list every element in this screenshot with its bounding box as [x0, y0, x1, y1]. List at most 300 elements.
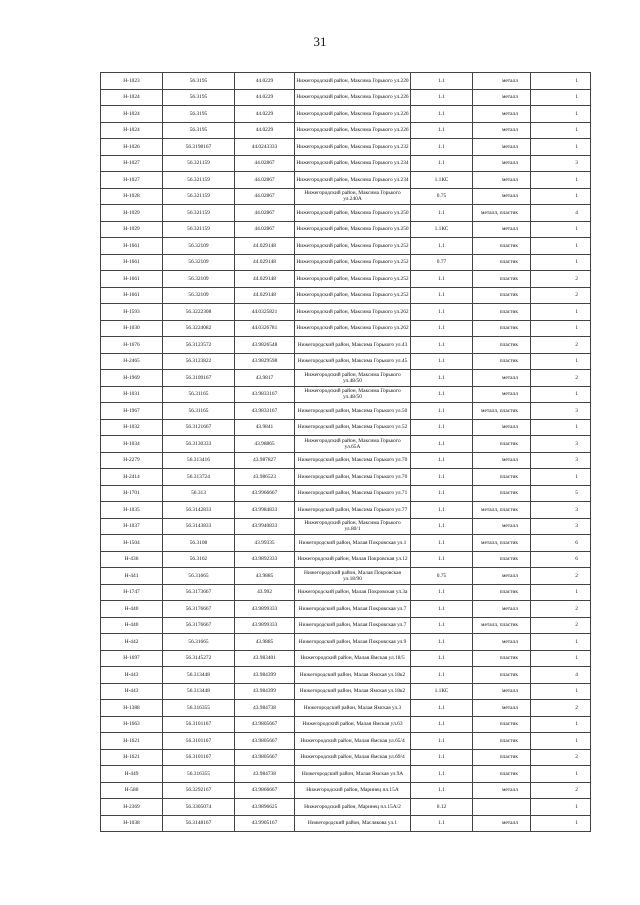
cell-id: Н-1024: [101, 89, 163, 106]
cell-count: 1: [531, 634, 591, 651]
cell-count: 2: [531, 617, 591, 634]
cell-id: Н-1661: [101, 238, 163, 255]
cell-count: 1: [531, 73, 591, 90]
cell-lat: 56.3162: [163, 551, 235, 568]
table-row: [101, 667, 591, 684]
cell-lat: 56.313448: [163, 683, 235, 700]
table-row: [101, 271, 591, 288]
cell-volume: 1.1: [411, 815, 473, 832]
cell-address: Нижегородский район, Малая Ямская ул.18/5: [295, 650, 411, 667]
cell-id: Н-1029: [101, 221, 163, 238]
cell-lon: 43.9984833: [235, 502, 295, 519]
cell-material: металл: [473, 106, 531, 123]
cell-lat: 56.3224082: [163, 320, 235, 337]
cell-volume: 1.1: [411, 271, 473, 288]
cell-volume: 1.1: [411, 89, 473, 106]
cell-count: 1: [531, 353, 591, 370]
cell-volume: 1.1: [411, 320, 473, 337]
cell-address: Нижегородский район, Максима Горького ул.226: [295, 122, 411, 139]
cell-count: 4: [531, 205, 591, 222]
cell-material: металл: [473, 700, 531, 717]
cell-volume: 1.1: [411, 782, 473, 799]
cell-volume: 1.1: [411, 502, 473, 519]
cell-lat: 56.3176667: [163, 601, 235, 618]
table-row: [101, 716, 591, 733]
cell-lon: 43.9896625: [235, 799, 295, 816]
cell-address: Нижегородский район, Малая Покровская ул.7: [295, 601, 411, 618]
cell-count: 4: [531, 667, 591, 684]
cell-id: Н-1029: [101, 205, 163, 222]
cell-id: Н-1969: [101, 370, 163, 387]
cell-address: Нижегородский район, Максима Горького ул.252: [295, 254, 411, 271]
cell-id: Н-1967: [101, 403, 163, 420]
cell-material: пластик: [473, 353, 531, 370]
cell-lat: 56.3195: [163, 73, 235, 90]
cell-count: 1: [531, 799, 591, 816]
cell-id: Н-1023: [101, 73, 163, 90]
cell-id: Н-440: [101, 601, 163, 618]
cell-count: 1: [531, 188, 591, 205]
cell-count: 3: [531, 436, 591, 453]
cell-material: металл: [473, 188, 531, 205]
cell-address: Нижегородский район, Максима Горького ул.226: [295, 106, 411, 123]
table-row: [101, 568, 591, 585]
cell-lon: 43.984399: [235, 667, 295, 684]
cell-address: Нижегородский район, Максима Горького ул.48/50: [295, 386, 411, 403]
cell-material: металл: [473, 89, 531, 106]
cell-count: 6: [531, 551, 591, 568]
cell-material: пластик: [473, 337, 531, 354]
cell-volume: 1.1: [411, 304, 473, 321]
cell-volume: 1.1: [411, 205, 473, 222]
cell-volume: 1.1: [411, 73, 473, 90]
cell-material: металл: [473, 568, 531, 585]
table-row: [101, 370, 591, 387]
cell-id: Н-440: [101, 617, 163, 634]
cell-address: Нижегородский район, Максима Горького ул.234: [295, 172, 411, 189]
cell-material: металл: [473, 634, 531, 651]
cell-lat: 56.3123822: [163, 353, 235, 370]
cell-lat: 56.3176667: [163, 617, 235, 634]
cell-lon: 44.02867: [235, 188, 295, 205]
cell-count: 1: [531, 320, 591, 337]
cell-id: Н-1676: [101, 337, 163, 354]
cell-lat: 56.3142833: [163, 502, 235, 519]
cell-material: пластик: [473, 469, 531, 486]
cell-count: 1: [531, 238, 591, 255]
cell-count: 1: [531, 419, 591, 436]
cell-count: 5: [531, 485, 591, 502]
cell-count: 2: [531, 601, 591, 618]
cell-address: Нижегородский район, Малая Покровская ул.12: [295, 551, 411, 568]
cell-lat: 56.3109167: [163, 370, 235, 387]
cell-address: Нижегородский район, Малая Покровская ул.7: [295, 617, 411, 634]
cell-id: Н-1661: [101, 287, 163, 304]
cell-lon: 43.9829598: [235, 353, 295, 370]
cell-material: металл: [473, 518, 531, 535]
cell-volume: 1.1: [411, 238, 473, 255]
cell-count: 1: [531, 221, 591, 238]
cell-count: 1: [531, 254, 591, 271]
cell-id: Н-1661: [101, 271, 163, 288]
cell-volume: 1.1: [411, 452, 473, 469]
cell-address: Нижегородский район, Максима Горького ул.250: [295, 205, 411, 222]
cell-count: 1: [531, 584, 591, 601]
table-row: [101, 188, 591, 205]
table-row: [101, 683, 591, 700]
cell-lon: 43.9805667: [235, 716, 295, 733]
cell-count: 1: [531, 469, 591, 486]
cell-material: металл: [473, 452, 531, 469]
cell-lat: 56.3195: [163, 122, 235, 139]
cell-lat: 56.31665: [163, 634, 235, 651]
cell-volume: 1.1: [411, 436, 473, 453]
cell-address: Нижегородский район, Малая Ямская ул.9А: [295, 766, 411, 783]
cell-volume: 1.1: [411, 601, 473, 618]
cell-lon: 44.0326781: [235, 320, 295, 337]
cell-id: Н-1593: [101, 304, 163, 321]
cell-material: металл: [473, 172, 531, 189]
cell-count: 2: [531, 337, 591, 354]
table-row: [101, 584, 591, 601]
cell-material: металл: [473, 386, 531, 403]
cell-id: Н-1027: [101, 155, 163, 172]
cell-id: Н-1028: [101, 188, 163, 205]
cell-volume: 0.75: [411, 188, 473, 205]
cell-count: 1: [531, 122, 591, 139]
cell-lon: 43.98865: [235, 436, 295, 453]
table-row: [101, 172, 591, 189]
cell-id: Н-436: [101, 551, 163, 568]
cell-material: [473, 799, 531, 816]
cell-material: пластик: [473, 551, 531, 568]
table-row: [101, 436, 591, 453]
cell-lon: 44.0229: [235, 122, 295, 139]
cell-count: 1: [531, 650, 591, 667]
cell-material: металл: [473, 782, 531, 799]
cell-volume: 1.1: [411, 370, 473, 387]
cell-volume: 1.1: [411, 634, 473, 651]
cell-lon: 43.9899333: [235, 617, 295, 634]
cell-material: металл, пластик: [473, 502, 531, 519]
cell-id: Н-1024: [101, 106, 163, 123]
cell-id: Н-441: [101, 568, 163, 585]
cell-lon: 44.0325821: [235, 304, 295, 321]
cell-material: пластик: [473, 650, 531, 667]
cell-volume: 1.1: [411, 551, 473, 568]
table-row: [101, 254, 591, 271]
cell-address: Нижегородский район, Малая Ямская ул.63: [295, 716, 411, 733]
cell-address: Нижегородский район, Малая Ямская ул.18к2: [295, 667, 411, 684]
cell-volume: 0.12: [411, 799, 473, 816]
cell-lat: 56.32109: [163, 271, 235, 288]
cell-lon: 44.02867: [235, 155, 295, 172]
registry-table: [100, 72, 591, 832]
cell-lat: 56.31165: [163, 403, 235, 420]
cell-address: Нижегородский район, Максима Горького ул.262: [295, 304, 411, 321]
table-row: [101, 106, 591, 123]
cell-address: Нижегородский район, Маринец пл.15А/2: [295, 799, 411, 816]
cell-lat: 56.313724: [163, 469, 235, 486]
cell-count: 3: [531, 502, 591, 519]
table-row: [101, 287, 591, 304]
cell-address: Нижегородский район, Малая Покровская ул.1: [295, 535, 411, 552]
table-row: [101, 89, 591, 106]
cell-lon: 43.9805667: [235, 749, 295, 766]
cell-address: Нижегородский район, Максима Горького ул.45: [295, 353, 411, 370]
cell-material: пластик: [473, 584, 531, 601]
cell-lat: 56.3195: [163, 89, 235, 106]
cell-lat: 56.3292167: [163, 782, 235, 799]
cell-lon: 44.0229: [235, 89, 295, 106]
cell-volume: 1.1: [411, 106, 473, 123]
cell-id: Н-2369: [101, 799, 163, 816]
cell-count: 3: [531, 403, 591, 420]
cell-id: Н-1032: [101, 419, 163, 436]
cell-material: металл: [473, 139, 531, 156]
cell-lat: 56.316355: [163, 700, 235, 717]
cell-address: Нижегородский район, Максима Горького ул.226: [295, 89, 411, 106]
cell-address: Нижегородский район, Максима Горького ул.234: [295, 155, 411, 172]
cell-material: пластик: [473, 733, 531, 750]
cell-volume: 1.1: [411, 337, 473, 354]
cell-id: Н-1026: [101, 139, 163, 156]
cell-id: Н-1034: [101, 436, 163, 453]
cell-address: Нижегородский район, Максима Горького ул.43: [295, 337, 411, 354]
cell-volume: 1.1: [411, 535, 473, 552]
cell-volume: 1.1: [411, 518, 473, 535]
cell-lon: 44.0243333: [235, 139, 295, 156]
table-row: [101, 238, 591, 255]
cell-lon: 43.9833167: [235, 403, 295, 420]
cell-lat: 56.3101167: [163, 733, 235, 750]
cell-material: пластик: [473, 716, 531, 733]
cell-count: 2: [531, 287, 591, 304]
cell-volume: 1.1: [411, 155, 473, 172]
cell-lat: 56.31165: [163, 386, 235, 403]
table-row: [101, 551, 591, 568]
cell-lat: 56.3130333: [163, 436, 235, 453]
cell-count: 3: [531, 155, 591, 172]
table-row: [101, 799, 591, 816]
cell-id: Н-1697: [101, 650, 163, 667]
cell-lat: 56.3145272: [163, 650, 235, 667]
table-row: [101, 403, 591, 420]
table-row: [101, 155, 591, 172]
cell-material: металл: [473, 155, 531, 172]
cell-lat: 56.3143833: [163, 518, 235, 535]
cell-lat: 56.3195: [163, 106, 235, 123]
table-row: [101, 337, 591, 354]
cell-count: 1: [531, 716, 591, 733]
cell-address: Нижегородский район, Максима Горького ул.250: [295, 221, 411, 238]
cell-material: металл, пластик: [473, 535, 531, 552]
table-row: [101, 815, 591, 832]
cell-address: Нижегородский район, Максима Горького ул.65А: [295, 436, 411, 453]
cell-lon: 43.987827: [235, 452, 295, 469]
cell-material: пластик: [473, 238, 531, 255]
cell-address: Нижегородский район, Максима Горького ул.52: [295, 419, 411, 436]
cell-volume: 1.1: [411, 766, 473, 783]
cell-id: Н-1663: [101, 716, 163, 733]
cell-material: металл: [473, 419, 531, 436]
cell-id: Н-1388: [101, 700, 163, 717]
cell-volume: 1.1: [411, 353, 473, 370]
cell-volume: 1.1: [411, 617, 473, 634]
cell-volume: 1.1: [411, 485, 473, 502]
cell-count: 2: [531, 370, 591, 387]
cell-address: Нижегородский район, Маринец пл.15А: [295, 782, 411, 799]
cell-volume: 1.1: [411, 700, 473, 717]
cell-id: Н-1035: [101, 502, 163, 519]
table-row: [101, 650, 591, 667]
cell-volume: 1.1: [411, 419, 473, 436]
cell-id: Н-580: [101, 782, 163, 799]
cell-material: металл: [473, 815, 531, 832]
cell-material: пластик: [473, 254, 531, 271]
cell-count: 2: [531, 700, 591, 717]
cell-material: пластик: [473, 436, 531, 453]
cell-id: Н-1038: [101, 815, 163, 832]
cell-material: пластик: [473, 287, 531, 304]
table-row: [101, 353, 591, 370]
cell-lat: 56.321159: [163, 205, 235, 222]
table-row: [101, 766, 591, 783]
cell-address: Нижегородский район, Максима Горького ул.262: [295, 320, 411, 337]
cell-lon: 43.9833167: [235, 386, 295, 403]
cell-lat: 56.321159: [163, 188, 235, 205]
cell-material: металл: [473, 221, 531, 238]
cell-address: Нижегородский район, Маслякова ул.1: [295, 815, 411, 832]
table-row: [101, 122, 591, 139]
cell-lon: 43.9826548: [235, 337, 295, 354]
cell-lon: 44.0229: [235, 73, 295, 90]
cell-lat: 56.3305074: [163, 799, 235, 816]
table-row: [101, 502, 591, 519]
cell-address: Нижегородский район, Максима Горького ул.80/1: [295, 518, 411, 535]
cell-id: Н-2279: [101, 452, 163, 469]
cell-count: 3: [531, 452, 591, 469]
cell-volume: 1.1: [411, 139, 473, 156]
cell-lon: 43.99335: [235, 535, 295, 552]
cell-address: Нижегородский район, Максима Горького ул.220: [295, 73, 411, 90]
cell-address: Нижегородский район, Максима Горького ул.252: [295, 287, 411, 304]
cell-volume: 1.1: [411, 469, 473, 486]
table-row: [101, 73, 591, 90]
cell-count: 6: [531, 535, 591, 552]
cell-volume: 0.77: [411, 254, 473, 271]
cell-lat: 56.3198167: [163, 139, 235, 156]
table-row: [101, 304, 591, 321]
cell-id: Н-1621: [101, 749, 163, 766]
cell-material: пластик: [473, 766, 531, 783]
cell-lon: 43.984738: [235, 766, 295, 783]
cell-lon: 43.9885: [235, 568, 295, 585]
table-row: [101, 518, 591, 535]
cell-address: Нижегородский район, Максима Горького ул.252: [295, 238, 411, 255]
table-row: [101, 700, 591, 717]
table-row: [101, 535, 591, 552]
cell-material: металл, пластик: [473, 617, 531, 634]
cell-address: Нижегородский район, Малая Покровская ул.3а: [295, 584, 411, 601]
cell-material: металл: [473, 601, 531, 618]
cell-address: Нижегородский район, Малая Ямская ул.3: [295, 700, 411, 717]
cell-lat: 56.3222308: [163, 304, 235, 321]
cell-count: 2: [531, 749, 591, 766]
cell-volume: 1.1КС: [411, 683, 473, 700]
cell-lon: 44.029148: [235, 271, 295, 288]
cell-count: 1: [531, 733, 591, 750]
cell-lat: 56.321159: [163, 221, 235, 238]
cell-count: 1: [531, 304, 591, 321]
cell-material: металл: [473, 683, 531, 700]
cell-id: Н-2414: [101, 469, 163, 486]
table-row: [101, 205, 591, 222]
cell-count: 1: [531, 89, 591, 106]
cell-volume: 1.1: [411, 716, 473, 733]
cell-address: Нижегородский район, Максима Горького ул.240А: [295, 188, 411, 205]
cell-lon: 43.9805667: [235, 733, 295, 750]
cell-lat: 56.3121667: [163, 419, 235, 436]
table-row: [101, 419, 591, 436]
cell-address: Нижегородский район, Максима Горького ул.232: [295, 139, 411, 156]
cell-lon: 44.0229: [235, 106, 295, 123]
table-row: [101, 139, 591, 156]
cell-material: металл, пластик: [473, 403, 531, 420]
cell-lat: 56.313: [163, 485, 235, 502]
cell-count: 1: [531, 815, 591, 832]
cell-lon: 43.983401: [235, 650, 295, 667]
cell-material: металл: [473, 73, 531, 90]
cell-volume: 1.1КС: [411, 172, 473, 189]
cell-address: Нижегородский район, Малая Покровская ул.18/90: [295, 568, 411, 585]
cell-address: Нижегородский район, Максима Горького ул.48/50: [295, 370, 411, 387]
table-row: [101, 634, 591, 651]
cell-material: пластик: [473, 271, 531, 288]
cell-lon: 44.02867: [235, 221, 295, 238]
cell-address: Нижегородский район, Малая Покровская ул.9: [295, 634, 411, 651]
cell-address: Нижегородский район, Малая Ямская ул.65/4: [295, 733, 411, 750]
cell-material: пластик: [473, 485, 531, 502]
cell-lon: 44.029148: [235, 254, 295, 271]
cell-lat: 56.321159: [163, 172, 235, 189]
cell-lat: 56.316355: [163, 766, 235, 783]
cell-material: пластик: [473, 320, 531, 337]
cell-address: Нижегородский район, Максима Горького ул.50: [295, 403, 411, 420]
cell-address: Нижегородский район, Максима Горького ул.71: [295, 485, 411, 502]
table-row: [101, 452, 591, 469]
cell-lon: 43.9817: [235, 370, 295, 387]
cell-id: Н-1024: [101, 122, 163, 139]
cell-id: Н-443: [101, 683, 163, 700]
cell-id: Н-1747: [101, 584, 163, 601]
cell-id: Н-1621: [101, 733, 163, 750]
cell-lon: 43.9892333: [235, 551, 295, 568]
cell-count: 2: [531, 568, 591, 585]
cell-material: металл: [473, 370, 531, 387]
cell-lat: 56.3108: [163, 535, 235, 552]
cell-count: 1: [531, 386, 591, 403]
table-row: [101, 601, 591, 618]
cell-id: Н-442: [101, 634, 163, 651]
cell-address: Нижегородский район, Максима Горького ул.70: [295, 469, 411, 486]
cell-lon: 43.9899333: [235, 601, 295, 618]
cell-material: пластик: [473, 304, 531, 321]
cell-lon: 44.02867: [235, 205, 295, 222]
cell-lon: 43.9841: [235, 419, 295, 436]
cell-address: Нижегородский район, Максима Горького ул.77: [295, 502, 411, 519]
table-row: [101, 617, 591, 634]
